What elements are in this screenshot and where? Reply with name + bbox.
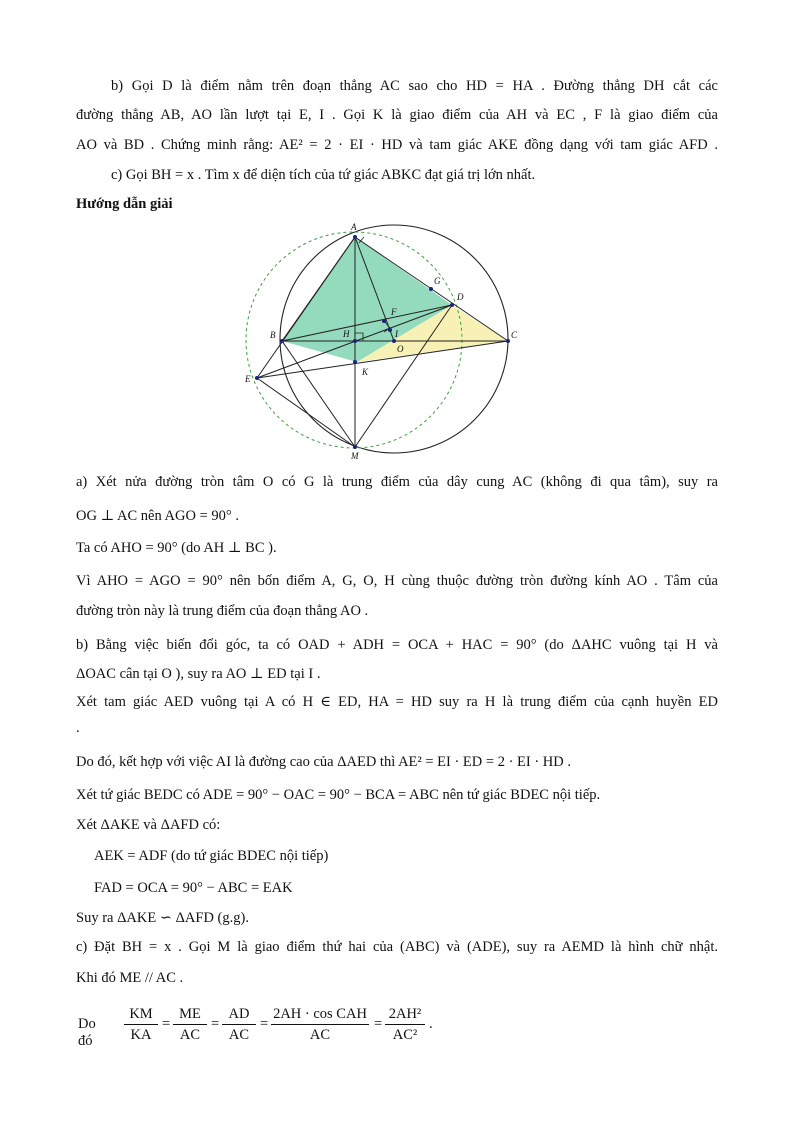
- solution-b-line3-dot: .: [76, 720, 80, 736]
- label-m: M: [351, 451, 359, 461]
- solution-b-line4: Do đó, kết hợp với việc AI là đường cao của ΔAED thì AE² = EI · ED = 2 · EI · HD .: [76, 754, 571, 770]
- fraction-numerator: KM: [124, 1004, 158, 1025]
- segment-em: [257, 378, 355, 447]
- problem-b-line2: đường thẳng AB, AO lần lượt tại E, I . Gọi K là giao điểm của AH và EC , F là giao điểm của: [76, 107, 718, 123]
- solution-b-line8: FAD = OCA = 90° − ABC = EAK: [94, 880, 293, 896]
- label-c: C: [511, 330, 518, 340]
- solution-c-line1: c) Đặt BH = x . Gọi M là giao điểm thứ hai của (ABC) và (ADE), suy ra AEMD là hình chữ nhật.: [76, 939, 718, 955]
- point-e: [255, 376, 259, 380]
- fraction-ad-ac: [222, 1004, 256, 1045]
- solution-a-line2: OG ⊥ AC nên AGO = 90° .: [76, 508, 239, 524]
- point-b: [280, 339, 284, 343]
- fraction-numerator: AD: [222, 1004, 256, 1025]
- point-d: [450, 303, 454, 307]
- label-g: G: [434, 276, 441, 286]
- solution-heading: Hướng dẫn giải: [76, 196, 173, 212]
- problem-b-line1: b) Gọi D là điểm nằm trên đoạn thẳng AC sao cho HD = HA . Đường thẳng DH cắt các: [111, 78, 718, 94]
- fraction-numerator: ME: [173, 1004, 207, 1025]
- equals-sign: =: [260, 1016, 269, 1032]
- fraction-numerator: 2AH · cos CAH: [271, 1004, 369, 1025]
- solution-b-line2: ΔOAC cân tại O ), suy ra AO ⊥ ED tại I .: [76, 666, 321, 682]
- label-a: A: [351, 222, 357, 232]
- label-b: B: [270, 330, 276, 340]
- label-d: D: [457, 292, 464, 302]
- point-c: [506, 339, 510, 343]
- fraction-denominator: AC²: [392, 1027, 418, 1043]
- solution-b-line3: Xét tam giác AED vuông tại A có H ∈ ED, HA = HD suy ra H là trung điểm của cạnh huyền ED: [76, 694, 718, 710]
- label-e: E: [245, 374, 251, 384]
- label-h: H: [343, 329, 350, 339]
- equation-prefix: Do đó: [78, 1016, 96, 1049]
- geometry-figure: [238, 220, 528, 465]
- point-k: [353, 360, 357, 364]
- point-f: [382, 319, 386, 323]
- problem-b-line3: AO và BD . Chứng minh rằng: AE² = 2 · EI · HD và tam giác AKE đồng dạng với tam giác AFD .: [76, 137, 718, 153]
- equals-sign: =: [211, 1016, 220, 1032]
- fraction-denominator: AC: [228, 1027, 250, 1043]
- point-i: [388, 328, 392, 332]
- fraction-ah-squared: [385, 1004, 425, 1045]
- fraction-denominator: AC: [179, 1027, 201, 1043]
- fraction-me-ac: [173, 1004, 207, 1045]
- point-h: [353, 339, 357, 343]
- solution-b-line7: AEK = ADF (do tứ giác BDEC nội tiếp): [94, 848, 329, 864]
- equals-sign: =: [374, 1016, 383, 1032]
- solution-a-line5: đường tròn này là trung điểm của đoạn thẳng AO .: [76, 603, 369, 619]
- fraction-km-ka: [124, 1004, 158, 1045]
- solution-b-line9: Suy ra ΔAKE ∽ ΔAFD (g.g).: [76, 910, 249, 926]
- label-f: F: [391, 307, 397, 317]
- fraction-denominator: KA: [130, 1027, 152, 1043]
- fraction-denominator: AC: [309, 1027, 331, 1043]
- solution-a-line3: Ta có AHO = 90° (do AH ⊥ BC ).: [76, 540, 277, 556]
- point-m: [353, 445, 357, 449]
- point-o: [392, 339, 396, 343]
- solution-c-line2: Khi đó ME // AC .: [76, 970, 184, 986]
- equation-end-dot: .: [429, 1016, 433, 1032]
- solution-a-line4: Vì AHO = AGO = 90° nên bốn điểm A, G, O, H cùng thuộc đường tròn đường kính AO . Tâm của: [76, 573, 718, 589]
- label-k: K: [362, 367, 369, 377]
- label-o: O: [397, 344, 404, 354]
- solution-b-line6: Xét ΔAKE và ΔAFD có:: [76, 817, 221, 833]
- solution-a-line1: a) Xét nửa đường tròn tâm O có G là trung điểm của dây cung AC (không đi qua tâm), suy ra: [76, 474, 718, 490]
- point-a: [353, 235, 357, 239]
- solution-b-line5: Xét tứ giác BEDC có ADE = 90° − OAC = 90° − BCA = ABC nên tứ giác BDEC nội tiếp.: [76, 787, 601, 803]
- fraction-numerator: 2AH²: [385, 1004, 425, 1025]
- fraction-cos: [271, 1004, 369, 1045]
- label-i: I: [395, 329, 398, 339]
- problem-c-line: c) Gọi BH = x . Tìm x để diện tích của tứ giác ABKC đạt giá trị lớn nhất.: [111, 167, 536, 183]
- solution-b-line1: b) Bằng việc biến đổi góc, ta có OAD + ADH = OCA + HAC = 90° (do ΔAHC vuông tại H và: [76, 637, 718, 653]
- equals-sign: =: [162, 1016, 171, 1032]
- point-g: [429, 287, 433, 291]
